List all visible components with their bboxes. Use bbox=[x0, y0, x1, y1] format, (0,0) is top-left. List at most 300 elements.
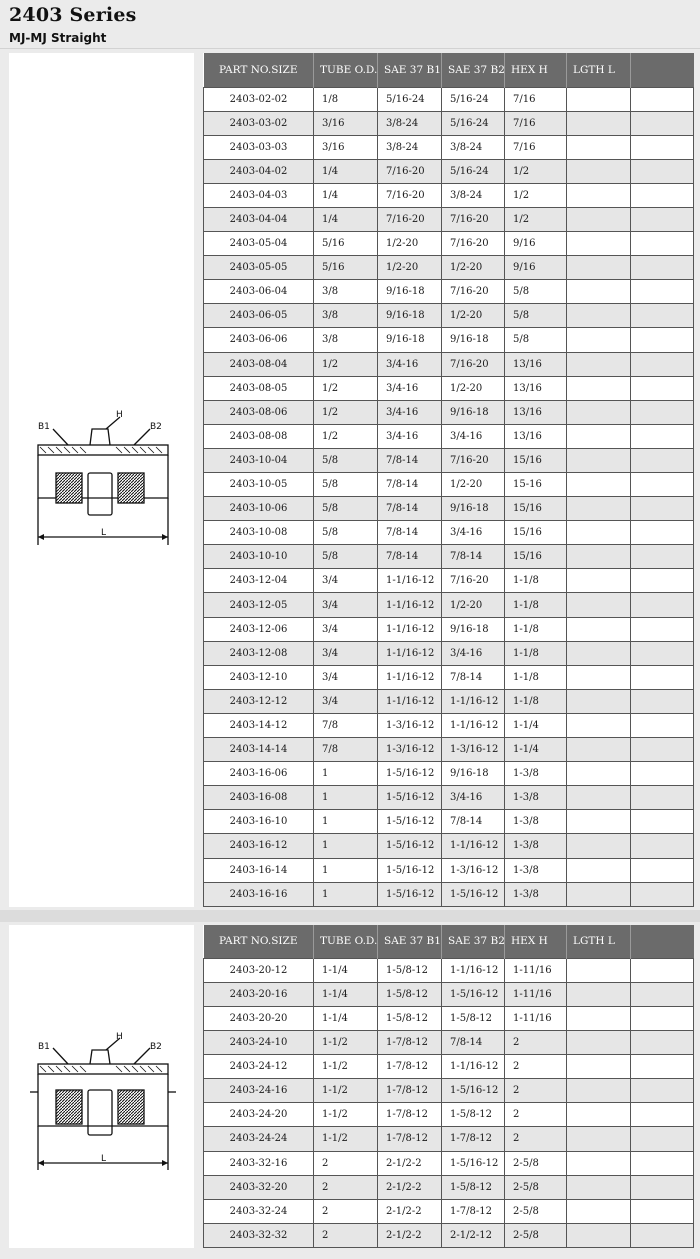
cell-length-l bbox=[567, 280, 631, 304]
cell-sae37-b2: 7/8-14 bbox=[442, 665, 505, 689]
cell-tube-od: 1-1/2 bbox=[314, 1030, 378, 1054]
cell-length-l bbox=[567, 256, 631, 280]
cell-sae37-b2: 3/4-16 bbox=[442, 786, 505, 810]
cell-sae37-b2: 1-5/16-12 bbox=[442, 982, 505, 1006]
spec-table-1 bbox=[203, 53, 694, 907]
cell-hex-h: 1-1/8 bbox=[505, 593, 567, 617]
cell-sae37-b1: 1-5/8-12 bbox=[378, 982, 442, 1006]
cell-part-no: 2403-12-12 bbox=[204, 689, 314, 713]
cell-hex-h: 9/16 bbox=[505, 232, 567, 256]
cell-hex-h: 13/16 bbox=[505, 400, 567, 424]
cell-length-l bbox=[567, 569, 631, 593]
cell-sae37-b1: 7/8-14 bbox=[378, 473, 442, 497]
cell-part-no: 2403-14-12 bbox=[204, 713, 314, 737]
cell-tube-od: 2 bbox=[314, 1223, 378, 1247]
cell-blank bbox=[631, 207, 694, 231]
cell-sae37-b1: 2-1/2-2 bbox=[378, 1199, 442, 1223]
cell-blank bbox=[631, 1127, 694, 1151]
table-row bbox=[204, 448, 694, 472]
cell-sae37-b2: 1-1/16-12 bbox=[442, 1055, 505, 1079]
cell-length-l bbox=[567, 1223, 631, 1247]
table-row bbox=[204, 521, 694, 545]
cell-sae37-b1: 1-1/16-12 bbox=[378, 617, 442, 641]
cell-hex-h: 2-5/8 bbox=[505, 1151, 567, 1175]
cell-sae37-b2: 5/16-24 bbox=[442, 159, 505, 183]
cell-part-no: 2403-14-14 bbox=[204, 738, 314, 762]
cell-hex-h: 5/8 bbox=[505, 304, 567, 328]
cell-part-no: 2403-04-04 bbox=[204, 207, 314, 231]
cell-length-l bbox=[567, 1006, 631, 1030]
table-row bbox=[204, 858, 694, 882]
cell-sae37-b1: 1-5/16-12 bbox=[378, 858, 442, 882]
cell-part-no: 2403-12-08 bbox=[204, 641, 314, 665]
cell-tube-od: 7/8 bbox=[314, 713, 378, 737]
cell-blank bbox=[631, 1030, 694, 1054]
cell-sae37-b1: 9/16-18 bbox=[378, 328, 442, 352]
cell-length-l bbox=[567, 713, 631, 737]
cell-sae37-b2: 7/16-20 bbox=[442, 280, 505, 304]
cell-sae37-b1: 3/8-24 bbox=[378, 135, 442, 159]
label-b1: B1 bbox=[38, 1042, 50, 1052]
col-tube-od: TUBE O.D. bbox=[314, 53, 378, 87]
cell-blank bbox=[631, 569, 694, 593]
cell-sae37-b2: 2-1/2-12 bbox=[442, 1223, 505, 1247]
cell-length-l bbox=[567, 352, 631, 376]
cell-part-no: 2403-16-16 bbox=[204, 882, 314, 906]
cell-sae37-b1: 1-1/16-12 bbox=[378, 689, 442, 713]
cell-sae37-b1: 2-1/2-2 bbox=[378, 1151, 442, 1175]
cell-part-no: 2403-16-06 bbox=[204, 762, 314, 786]
cell-part-no: 2403-16-08 bbox=[204, 786, 314, 810]
cell-tube-od: 1 bbox=[314, 858, 378, 882]
cell-sae37-b2: 9/16-18 bbox=[442, 497, 505, 521]
table-row bbox=[204, 1223, 694, 1247]
cell-part-no: 2403-12-10 bbox=[204, 665, 314, 689]
cell-sae37-b1: 1-5/16-12 bbox=[378, 810, 442, 834]
cell-length-l bbox=[567, 376, 631, 400]
cell-length-l bbox=[567, 521, 631, 545]
cell-length-l bbox=[567, 232, 631, 256]
cell-part-no: 2403-32-20 bbox=[204, 1175, 314, 1199]
cell-length-l bbox=[567, 304, 631, 328]
col-sae37-b1: SAE 37 B1 bbox=[378, 53, 442, 87]
cell-sae37-b2: 7/16-20 bbox=[442, 207, 505, 231]
table-row bbox=[204, 400, 694, 424]
cell-sae37-b1: 7/8-14 bbox=[378, 521, 442, 545]
cell-tube-od: 1-1/2 bbox=[314, 1055, 378, 1079]
cell-blank bbox=[631, 665, 694, 689]
table-row bbox=[204, 786, 694, 810]
cell-length-l bbox=[567, 424, 631, 448]
cell-hex-h: 15-16 bbox=[505, 473, 567, 497]
cell-part-no: 2403-03-02 bbox=[204, 111, 314, 135]
cell-length-l bbox=[567, 183, 631, 207]
cell-part-no: 2403-10-10 bbox=[204, 545, 314, 569]
cell-length-l bbox=[567, 87, 631, 111]
cell-sae37-b2: 1-7/8-12 bbox=[442, 1199, 505, 1223]
cell-blank bbox=[631, 135, 694, 159]
cell-hex-h: 1/2 bbox=[505, 183, 567, 207]
cell-tube-od: 5/16 bbox=[314, 232, 378, 256]
cell-blank bbox=[631, 376, 694, 400]
cell-length-l bbox=[567, 958, 631, 982]
cell-sae37-b2: 9/16-18 bbox=[442, 617, 505, 641]
cell-blank bbox=[631, 1055, 694, 1079]
cell-length-l bbox=[567, 400, 631, 424]
cell-sae37-b2: 9/16-18 bbox=[442, 328, 505, 352]
cell-sae37-b1: 2-1/2-2 bbox=[378, 1223, 442, 1247]
cell-sae37-b1: 1-7/8-12 bbox=[378, 1103, 442, 1127]
cell-tube-od: 3/4 bbox=[314, 665, 378, 689]
cell-blank bbox=[631, 689, 694, 713]
cell-sae37-b1: 3/8-24 bbox=[378, 111, 442, 135]
cell-sae37-b2: 7/16-20 bbox=[442, 352, 505, 376]
cell-tube-od: 2 bbox=[314, 1175, 378, 1199]
cell-tube-od: 2 bbox=[314, 1199, 378, 1223]
cell-sae37-b1: 1-7/8-12 bbox=[378, 1055, 442, 1079]
cell-blank bbox=[631, 641, 694, 665]
cell-sae37-b2: 1/2-20 bbox=[442, 376, 505, 400]
cell-sae37-b1: 1-1/16-12 bbox=[378, 665, 442, 689]
cell-sae37-b1: 3/4-16 bbox=[378, 400, 442, 424]
table-row bbox=[204, 280, 694, 304]
table-header-row bbox=[204, 53, 694, 87]
cell-part-no: 2403-20-16 bbox=[204, 982, 314, 1006]
cell-part-no: 2403-20-20 bbox=[204, 1006, 314, 1030]
cell-part-no: 2403-10-06 bbox=[204, 497, 314, 521]
cell-sae37-b1: 5/16-24 bbox=[378, 87, 442, 111]
cell-length-l bbox=[567, 111, 631, 135]
cell-blank bbox=[631, 1079, 694, 1103]
cell-hex-h: 7/16 bbox=[505, 87, 567, 111]
cell-length-l bbox=[567, 207, 631, 231]
cell-blank bbox=[631, 762, 694, 786]
cell-sae37-b2: 1/2-20 bbox=[442, 593, 505, 617]
cell-tube-od: 7/8 bbox=[314, 738, 378, 762]
cell-part-no: 2403-10-08 bbox=[204, 521, 314, 545]
cell-hex-h: 1-11/16 bbox=[505, 982, 567, 1006]
cell-sae37-b1: 9/16-18 bbox=[378, 304, 442, 328]
table-row bbox=[204, 834, 694, 858]
cell-hex-h: 1-1/8 bbox=[505, 617, 567, 641]
col-part-no-size: PART NO.SIZE bbox=[204, 53, 314, 87]
cell-tube-od: 1/2 bbox=[314, 400, 378, 424]
cell-blank bbox=[631, 1103, 694, 1127]
cell-length-l bbox=[567, 1030, 631, 1054]
table-row bbox=[204, 1151, 694, 1175]
table-row bbox=[204, 1103, 694, 1127]
cell-sae37-b1: 1-5/8-12 bbox=[378, 958, 442, 982]
fitting-drawing-2 bbox=[26, 1030, 176, 1172]
cell-blank bbox=[631, 713, 694, 737]
cell-blank bbox=[631, 786, 694, 810]
cell-hex-h: 1-1/8 bbox=[505, 641, 567, 665]
table-row bbox=[204, 958, 694, 982]
cell-sae37-b2: 3/4-16 bbox=[442, 641, 505, 665]
cell-sae37-b1: 1-3/16-12 bbox=[378, 713, 442, 737]
cell-tube-od: 1-1/4 bbox=[314, 958, 378, 982]
cell-part-no: 2403-04-03 bbox=[204, 183, 314, 207]
cell-length-l bbox=[567, 1079, 631, 1103]
table-row bbox=[204, 1199, 694, 1223]
cell-blank bbox=[631, 521, 694, 545]
cell-tube-od: 1-1/4 bbox=[314, 1006, 378, 1030]
cell-sae37-b1: 1-5/16-12 bbox=[378, 762, 442, 786]
cell-sae37-b2: 1-5/16-12 bbox=[442, 882, 505, 906]
cell-tube-od: 5/8 bbox=[314, 497, 378, 521]
cell-part-no: 2403-32-16 bbox=[204, 1151, 314, 1175]
cell-sae37-b2: 1-1/16-12 bbox=[442, 689, 505, 713]
cell-hex-h: 1-3/8 bbox=[505, 882, 567, 906]
cell-tube-od: 5/8 bbox=[314, 521, 378, 545]
cell-length-l bbox=[567, 473, 631, 497]
cell-sae37-b2: 9/16-18 bbox=[442, 400, 505, 424]
cell-blank bbox=[631, 304, 694, 328]
page-title: 2403 Series bbox=[9, 4, 137, 26]
cell-blank bbox=[631, 617, 694, 641]
cell-hex-h: 2 bbox=[505, 1055, 567, 1079]
cell-part-no: 2403-08-08 bbox=[204, 424, 314, 448]
cell-tube-od: 3/8 bbox=[314, 328, 378, 352]
cell-tube-od: 1-1/2 bbox=[314, 1103, 378, 1127]
cell-hex-h: 13/16 bbox=[505, 376, 567, 400]
cell-tube-od: 1/2 bbox=[314, 352, 378, 376]
cell-blank bbox=[631, 1175, 694, 1199]
cell-hex-h: 1-3/8 bbox=[505, 858, 567, 882]
header-divider bbox=[0, 48, 700, 49]
cell-sae37-b1: 1-1/16-12 bbox=[378, 641, 442, 665]
table-row bbox=[204, 982, 694, 1006]
cell-part-no: 2403-06-06 bbox=[204, 328, 314, 352]
cell-sae37-b1: 3/4-16 bbox=[378, 376, 442, 400]
cell-part-no: 2403-32-24 bbox=[204, 1199, 314, 1223]
cell-hex-h: 1-11/16 bbox=[505, 1006, 567, 1030]
table-row bbox=[204, 111, 694, 135]
cell-part-no: 2403-02-02 bbox=[204, 87, 314, 111]
cell-length-l bbox=[567, 1127, 631, 1151]
cell-length-l bbox=[567, 135, 631, 159]
cell-tube-od: 5/16 bbox=[314, 256, 378, 280]
cell-sae37-b2: 7/16-20 bbox=[442, 569, 505, 593]
table-row bbox=[204, 304, 694, 328]
cell-length-l bbox=[567, 689, 631, 713]
cell-tube-od: 5/8 bbox=[314, 545, 378, 569]
cell-part-no: 2403-12-05 bbox=[204, 593, 314, 617]
table-row bbox=[204, 1030, 694, 1054]
cell-sae37-b2: 1/2-20 bbox=[442, 304, 505, 328]
cell-sae37-b1: 7/16-20 bbox=[378, 207, 442, 231]
cell-tube-od: 1 bbox=[314, 834, 378, 858]
cell-tube-od: 1-1/4 bbox=[314, 982, 378, 1006]
cell-tube-od: 3/8 bbox=[314, 280, 378, 304]
table-row bbox=[204, 473, 694, 497]
cell-sae37-b2: 5/16-24 bbox=[442, 111, 505, 135]
cell-hex-h: 1-1/8 bbox=[505, 689, 567, 713]
table-row bbox=[204, 882, 694, 906]
table-row bbox=[204, 424, 694, 448]
cell-hex-h: 1/2 bbox=[505, 159, 567, 183]
cell-sae37-b1: 1-5/16-12 bbox=[378, 882, 442, 906]
cell-hex-h: 13/16 bbox=[505, 352, 567, 376]
table-row bbox=[204, 545, 694, 569]
cell-part-no: 2403-24-10 bbox=[204, 1030, 314, 1054]
cell-length-l bbox=[567, 1175, 631, 1199]
cell-hex-h: 1-3/8 bbox=[505, 786, 567, 810]
col-length-l: LGTH L bbox=[567, 925, 631, 958]
cell-hex-h: 1-11/16 bbox=[505, 958, 567, 982]
table-row bbox=[204, 135, 694, 159]
cell-part-no: 2403-08-04 bbox=[204, 352, 314, 376]
cell-tube-od: 2 bbox=[314, 1151, 378, 1175]
cell-hex-h: 15/16 bbox=[505, 545, 567, 569]
cell-length-l bbox=[567, 834, 631, 858]
cell-blank bbox=[631, 473, 694, 497]
cell-sae37-b1: 1/2-20 bbox=[378, 256, 442, 280]
cell-length-l bbox=[567, 982, 631, 1006]
cell-tube-od: 1/8 bbox=[314, 87, 378, 111]
cell-part-no: 2403-05-05 bbox=[204, 256, 314, 280]
table-row bbox=[204, 1055, 694, 1079]
cell-hex-h: 1-3/8 bbox=[505, 762, 567, 786]
cell-hex-h: 1-3/8 bbox=[505, 834, 567, 858]
cell-sae37-b2: 1/2-20 bbox=[442, 473, 505, 497]
cell-sae37-b1: 1-3/16-12 bbox=[378, 738, 442, 762]
cell-sae37-b2: 1/2-20 bbox=[442, 256, 505, 280]
cell-sae37-b2: 7/8-14 bbox=[442, 545, 505, 569]
table-row bbox=[204, 1006, 694, 1030]
table-row bbox=[204, 1175, 694, 1199]
cell-length-l bbox=[567, 858, 631, 882]
cell-tube-od: 5/8 bbox=[314, 473, 378, 497]
cell-part-no: 2403-08-06 bbox=[204, 400, 314, 424]
cell-length-l bbox=[567, 497, 631, 521]
table-row bbox=[204, 762, 694, 786]
cell-blank bbox=[631, 593, 694, 617]
cell-part-no: 2403-04-02 bbox=[204, 159, 314, 183]
cell-blank bbox=[631, 882, 694, 906]
cell-sae37-b2: 1-3/16-12 bbox=[442, 738, 505, 762]
table-row bbox=[204, 328, 694, 352]
cell-blank bbox=[631, 545, 694, 569]
cell-length-l bbox=[567, 1103, 631, 1127]
cell-tube-od: 1-1/2 bbox=[314, 1127, 378, 1151]
cell-blank bbox=[631, 87, 694, 111]
cell-hex-h: 1-1/8 bbox=[505, 569, 567, 593]
table-header-row bbox=[204, 925, 694, 958]
cell-tube-od: 1/4 bbox=[314, 159, 378, 183]
cell-part-no: 2403-10-05 bbox=[204, 473, 314, 497]
cell-hex-h: 15/16 bbox=[505, 521, 567, 545]
cell-sae37-b2: 1-1/16-12 bbox=[442, 958, 505, 982]
cell-length-l bbox=[567, 665, 631, 689]
col-blank bbox=[631, 925, 694, 958]
cell-length-l bbox=[567, 545, 631, 569]
cell-hex-h: 1-1/4 bbox=[505, 738, 567, 762]
cell-part-no: 2403-24-16 bbox=[204, 1079, 314, 1103]
cell-part-no: 2403-12-06 bbox=[204, 617, 314, 641]
cell-sae37-b1: 7/16-20 bbox=[378, 183, 442, 207]
table-row bbox=[204, 713, 694, 737]
cell-tube-od: 3/16 bbox=[314, 111, 378, 135]
cell-hex-h: 1-1/4 bbox=[505, 713, 567, 737]
cell-sae37-b1: 2-1/2-2 bbox=[378, 1175, 442, 1199]
cell-blank bbox=[631, 352, 694, 376]
cell-length-l bbox=[567, 1055, 631, 1079]
table-row bbox=[204, 352, 694, 376]
cell-sae37-b2: 7/16-20 bbox=[442, 232, 505, 256]
cell-blank bbox=[631, 858, 694, 882]
cell-length-l bbox=[567, 617, 631, 641]
cell-blank bbox=[631, 111, 694, 135]
table-row bbox=[204, 1079, 694, 1103]
cell-sae37-b1: 1/2-20 bbox=[378, 232, 442, 256]
cell-sae37-b1: 1-7/8-12 bbox=[378, 1079, 442, 1103]
cell-blank bbox=[631, 280, 694, 304]
cell-hex-h: 2-5/8 bbox=[505, 1223, 567, 1247]
cell-blank bbox=[631, 497, 694, 521]
table-row bbox=[204, 593, 694, 617]
cell-blank bbox=[631, 834, 694, 858]
cell-length-l bbox=[567, 448, 631, 472]
cell-tube-od: 1/2 bbox=[314, 424, 378, 448]
table-row bbox=[204, 87, 694, 111]
cell-blank bbox=[631, 810, 694, 834]
cell-hex-h: 5/8 bbox=[505, 328, 567, 352]
cell-length-l bbox=[567, 641, 631, 665]
cell-tube-od: 3/16 bbox=[314, 135, 378, 159]
table-row bbox=[204, 738, 694, 762]
cell-length-l bbox=[567, 882, 631, 906]
cell-sae37-b2: 1-5/16-12 bbox=[442, 1151, 505, 1175]
cell-length-l bbox=[567, 762, 631, 786]
label-l: L bbox=[101, 1154, 107, 1164]
cell-blank bbox=[631, 328, 694, 352]
cell-sae37-b2: 1-7/8-12 bbox=[442, 1127, 505, 1151]
cell-blank bbox=[631, 1199, 694, 1223]
cell-tube-od: 1 bbox=[314, 762, 378, 786]
cell-hex-h: 2-5/8 bbox=[505, 1199, 567, 1223]
cell-sae37-b1: 1-1/16-12 bbox=[378, 593, 442, 617]
cell-sae37-b1: 7/16-20 bbox=[378, 159, 442, 183]
cell-blank bbox=[631, 738, 694, 762]
cell-tube-od: 1/4 bbox=[314, 183, 378, 207]
cell-sae37-b2: 1-1/16-12 bbox=[442, 713, 505, 737]
col-sae37-b2: SAE 37 B2 bbox=[442, 925, 505, 958]
label-h: H bbox=[116, 1032, 123, 1042]
cell-hex-h: 1-3/8 bbox=[505, 810, 567, 834]
cell-sae37-b1: 1-7/8-12 bbox=[378, 1030, 442, 1054]
cell-tube-od: 3/4 bbox=[314, 569, 378, 593]
cell-sae37-b1: 3/4-16 bbox=[378, 424, 442, 448]
cell-sae37-b1: 1-5/16-12 bbox=[378, 786, 442, 810]
table-row bbox=[204, 665, 694, 689]
table-row bbox=[204, 376, 694, 400]
cell-blank bbox=[631, 159, 694, 183]
cell-length-l bbox=[567, 1199, 631, 1223]
cell-tube-od: 1 bbox=[314, 786, 378, 810]
cell-part-no: 2403-06-05 bbox=[204, 304, 314, 328]
cell-tube-od: 3/4 bbox=[314, 641, 378, 665]
cell-tube-od: 5/8 bbox=[314, 448, 378, 472]
cell-blank bbox=[631, 256, 694, 280]
label-b2: B2 bbox=[150, 422, 162, 432]
cell-hex-h: 2-5/8 bbox=[505, 1175, 567, 1199]
cell-sae37-b1: 1-5/8-12 bbox=[378, 1006, 442, 1030]
cell-sae37-b1: 1-5/16-12 bbox=[378, 834, 442, 858]
table-row bbox=[204, 183, 694, 207]
cell-tube-od: 1 bbox=[314, 810, 378, 834]
cell-hex-h: 9/16 bbox=[505, 256, 567, 280]
